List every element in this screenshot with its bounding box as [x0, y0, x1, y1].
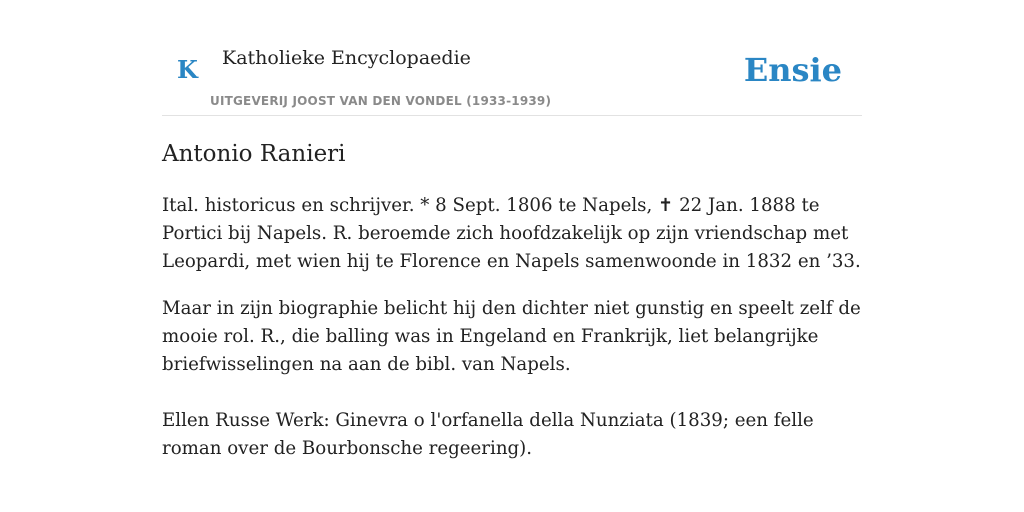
publisher-subtitle: UITGEVERIJ JOOST VAN DEN VONDEL (1933-1939): [210, 94, 552, 108]
article-title: Antonio Ranieri: [162, 141, 346, 167]
ensie-brand-logo[interactable]: Ensie: [743, 51, 842, 89]
article-paragraph: Ellen Russe Werk: Ginevra o l'orfanella della Nunziata (1839; een felle roman over de Bourbonsche regeering).: [162, 410, 814, 459]
site-title-link[interactable]: Katholieke Encyclopaedie: [222, 47, 471, 69]
site-header: [162, 0, 862, 116]
page: [162, 0, 862, 512]
article-paragraph: Ital. historicus en schrijver. * 8 Sept. 1806 te Napels, ✝ 22 Jan. 1888 te Portici bij Napels. R. beroemde zich hoofdzakelijk op zijn vriendschap met Leopardi, met wien hij te Florence en Napels samenwoonde in 1832 en ’33.: [162, 195, 861, 272]
site-logo[interactable]: K: [177, 55, 198, 84]
article-paragraph: Maar in zijn biographie belicht hij den dichter niet gunstig en speelt zelf de mooie rol. R., die balling was in Engeland en Frankrijk, liet belangrijke briefwisselingen na aan de bibl. van Napels.: [162, 298, 861, 375]
article-body: [162, 192, 862, 463]
